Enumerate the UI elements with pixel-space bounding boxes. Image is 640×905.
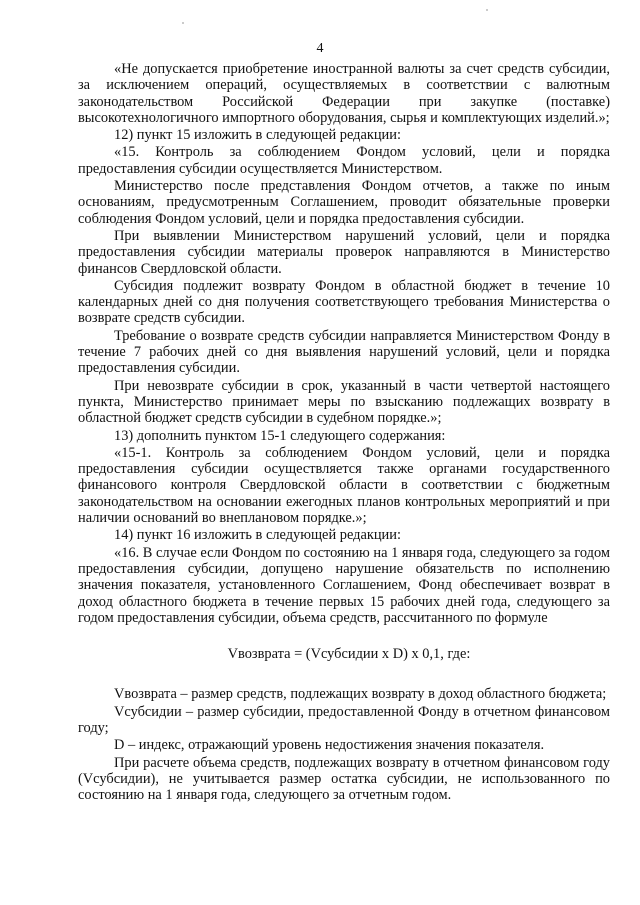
paragraph: «Не допускается приобретение иностранной валюты за счет средств субсидии, за исключением операций, осуществляемых в соответствии с валютным законодательством Российской Федерации при закупке (поставке) высокотехнологичного импортного оборудования, сырья и комплектующих изделий.»; [78, 61, 610, 126]
definition-v-subsidii: Vсубсидии – размер субсидии, предоставленной Фонду в отчетном финансовом году; [78, 703, 610, 736]
formula: Vвозврата = (Vсубсидии х D) х 0,1, где: [227, 646, 471, 663]
scan-speck [182, 22, 184, 24]
paragraph: При расчете объема средств, подлежащих возврату в отчетном финансовом году (Vсубсидии), не учитывается размер остатка субсидии, не использованного по состоянию на 1 января года, следующего за отчетным годом. [78, 754, 610, 804]
document-body [78, 61, 610, 804]
paragraph: Министерство после представления Фондом отчетов, а также по иным основаниям, предусмотренным Соглашением, проводит обязательные проверки соблюдения Фондом условий, цели и порядка предоставления субсидии. [78, 178, 610, 227]
paragraph: 14) пункт 16 изложить в следующей редакции: [114, 527, 401, 544]
definition-d: D – индекс, отражающий уровень недостижения значения показателя. [114, 737, 545, 754]
paragraph: При выявлении Министерством нарушений условий, цели и порядка предоставления субсидии материалы проверок направляются в Министерство финансов Свердловской области. [78, 227, 610, 277]
paragraph: «15. Контроль за соблюдением Фондом условий, цели и порядка предоставления субсидии осуществляется Министерством. [78, 144, 610, 177]
paragraph: 13) дополнить пунктом 15-1 следующего содержания: [114, 427, 446, 444]
paragraph: Требование о возврате средств субсидии направляется Министерством Фонду в течение 7 рабочих дней со дня выявления нарушений условий, цели и порядка предоставления субсидии. [78, 327, 610, 377]
paragraph: Субсидия подлежит возврату Фондом в областной бюджет в течение 10 календарных дней со дня получения соответствующего требования Министерства о возврате средств субсидии. [78, 277, 610, 327]
paragraph: «15-1. Контроль за соблюдением Фондом условий, цели и порядка предоставления субсидии осуществляется также органами государственного финансового контроля Свердловской области в соответствии с бюджетным законодательством на основании ежегодных планов контрольных мероприятий и при наличии оснований во внеплановом порядке.»; [78, 444, 610, 527]
definition-v-vozvrata: Vвозврата – размер средств, подлежащих возврату в доход областного бюджета; [114, 686, 607, 703]
paragraph: При невозврате субсидии в срок, указанный в части четвертой настоящего пункта, Министерство принимает меры по взысканию подлежащих возврату в областной бюджет средств субсидии в судебном порядке.»; [78, 377, 610, 427]
scan-speck [486, 9, 488, 11]
paragraph: 12) пункт 15 изложить в следующей редакции: [114, 127, 401, 144]
page-number: 4 [316, 41, 324, 56]
paragraph: «16. В случае если Фондом по состоянию на 1 января года, следующего за годом предоставления субсидии, допущено нарушение обязательств по исполнению значения показателя, установленного Соглашением, Фонд обеспечивает возврат в доход областного бюджета в течение первых 15 рабочих дней года, следующего за годом предоставления субсидии, объема средств, рассчитанного по формуле [78, 544, 611, 626]
